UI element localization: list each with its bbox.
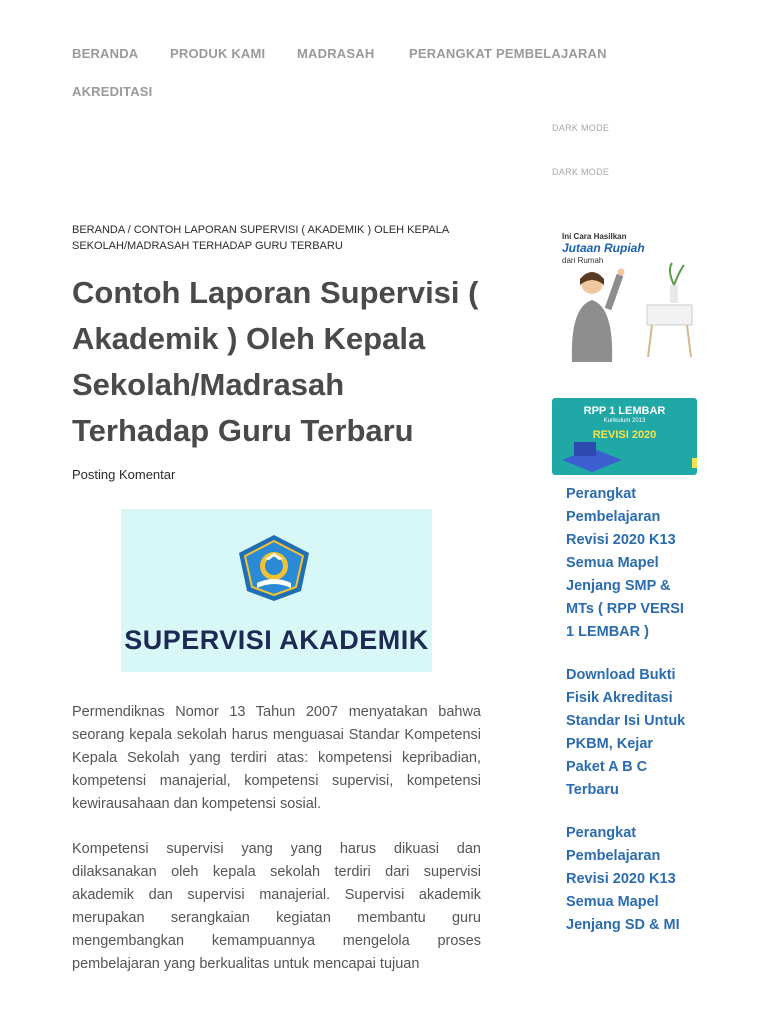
nav-item-akreditasi[interactable]: AKREDITASI	[72, 84, 153, 99]
dark-mode-toggle-secondary[interactable]: DARK MODE	[552, 167, 610, 177]
article-paragraph: Permendiknas Nomor 13 Tahun 2007 menyatakan bahwa seorang kepala sekolah harus menguasai Standar Kompetensi Kepala Sekolah yang terdiri atas: kompetensi kepribadian, kompetensi manajerial, kompetensi supervisi, kompetensi kewirausahaan dan kompetensi sosial.	[72, 704, 481, 812]
post-comment-link[interactable]: Posting Komentar	[72, 467, 176, 482]
sidebar-link[interactable]: Perangkat Pembelajaran Revisi 2020 K13 Semua Mapel Jenjang SD & MI	[566, 825, 680, 933]
sidebar-ad-income[interactable]	[552, 225, 697, 362]
breadcrumb[interactable]: BERANDA / CONTOH LAPORAN SUPERVISI ( AKADEMIK ) OLEH KEPALA SEKOLAH/MADRASAH TERHADAP GURU TERBARU	[72, 224, 449, 252]
nav-item-perangkat-pembelajaran[interactable]: PERANGKAT PEMBELAJARAN	[409, 46, 607, 61]
hero-text: SUPERVISI AKADEMIK	[124, 625, 429, 655]
nav-item-madrasah[interactable]: MADRASAH	[297, 46, 375, 61]
nav-item-produk-kami[interactable]: PRODUK KAMI	[170, 46, 266, 61]
ad-text-line3: dari Rumah	[562, 256, 604, 265]
sidebar-ad-rpp[interactable]	[552, 398, 697, 475]
nav-item-beranda[interactable]: BERANDA	[72, 46, 139, 61]
page-title: Contoh Laporan Supervisi ( Akademik ) Oleh Kepala Sekolah/Madrasah Terhadap Guru Terbaru	[72, 275, 479, 448]
dark-mode-toggle[interactable]: DARK MODE	[552, 123, 610, 133]
ad-text-line1: RPP 1 LEMBAR	[583, 405, 666, 417]
ad-text-line2: Kurikulum 2013	[603, 418, 646, 424]
tut-wuri-handayani-logo	[235, 533, 313, 603]
ad-text-line1: Ini Cara Hasilkan	[562, 232, 627, 241]
sidebar-links	[566, 483, 688, 957]
sidebar-link[interactable]: Perangkat Pembelajaran Revisi 2020 K13 Semua Mapel Jenjang SMP & MTs ( RPP VERSI 1 LEMBAR )	[566, 486, 684, 640]
sidebar-link[interactable]: Download Bukti Fisik Akreditasi Standar Isi Untuk PKBM, Kejar Paket A B C Terbaru	[566, 667, 686, 798]
woman-illustration	[552, 225, 697, 362]
hero-image	[121, 509, 432, 672]
article-paragraph: Kompetensi supervisi yang yang harus dikuasi dan dilaksanakan oleh kepala sekolah terdiri dari supervisi akademik dan supervisi manajerial. Supervisi akademik merupakan serangkaian kegiatan membantu guru mengembangkan kemampuannya mengelola proses pembelajaran yang berkualitas untuk mencapai tujuan	[72, 841, 481, 972]
ad-text-line3: REVISI 2020	[592, 429, 657, 441]
ad-text-line2: Jutaan Rupiah	[562, 241, 645, 255]
laptop-illustration	[552, 398, 697, 475]
